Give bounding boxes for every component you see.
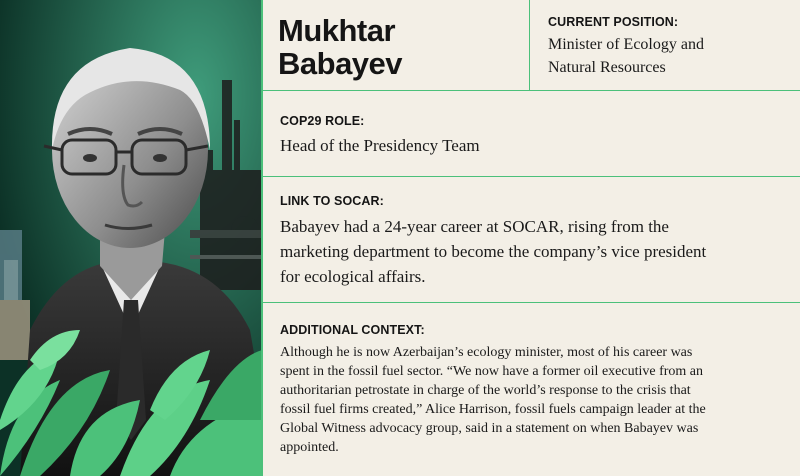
socar-line3: for ecological affairs. xyxy=(280,267,426,286)
context-line: spent in the fossil fuel sector. “We now have a former oil executive from an xyxy=(280,364,704,379)
context-label: ADDITIONAL CONTEXT: xyxy=(280,323,425,337)
name-last: Babayev xyxy=(278,46,403,81)
context-line: Although he is now Azerbaijan’s ecology minister, most of his career was xyxy=(280,345,693,360)
socar-label: LINK TO SOCAR: xyxy=(280,194,384,208)
context-line: Global Witness advocacy group, said in a statement on when Babayev was xyxy=(280,421,699,436)
portrait-photo xyxy=(0,0,262,476)
divider-row2 xyxy=(262,176,800,177)
current-position-line2: Natural Resources xyxy=(548,59,666,76)
context-section xyxy=(280,323,795,457)
cop29-role-label: COP29 ROLE: xyxy=(280,114,365,128)
context-line: appointed. xyxy=(280,440,339,455)
context-line: fossil fuel firms created,” Alice Harrison, fossil fuels campaign leader at the xyxy=(280,402,706,417)
current-position-label: CURRENT POSITION: xyxy=(548,15,679,29)
context-line: authoritarian petrostate in charge of the world’s response to the crisis that xyxy=(280,383,691,398)
current-position-section xyxy=(548,15,793,79)
socar-section xyxy=(280,194,795,289)
divider-row3 xyxy=(262,302,800,303)
person-name xyxy=(278,14,518,80)
current-position-line1: Minister of Ecology and xyxy=(548,36,704,53)
divider-row1 xyxy=(262,90,800,91)
divider-name-position xyxy=(529,0,530,90)
socar-line2: marketing department to become the company’s vice president xyxy=(280,242,707,261)
cop29-role-section xyxy=(280,114,780,158)
cop29-role-value: Head of the Presidency Team xyxy=(280,136,480,155)
socar-line1: Babayev had a 24-year career at SOCAR, rising from the xyxy=(280,217,669,236)
divider-photo xyxy=(261,0,263,476)
name-first: Mukhtar xyxy=(278,13,396,48)
